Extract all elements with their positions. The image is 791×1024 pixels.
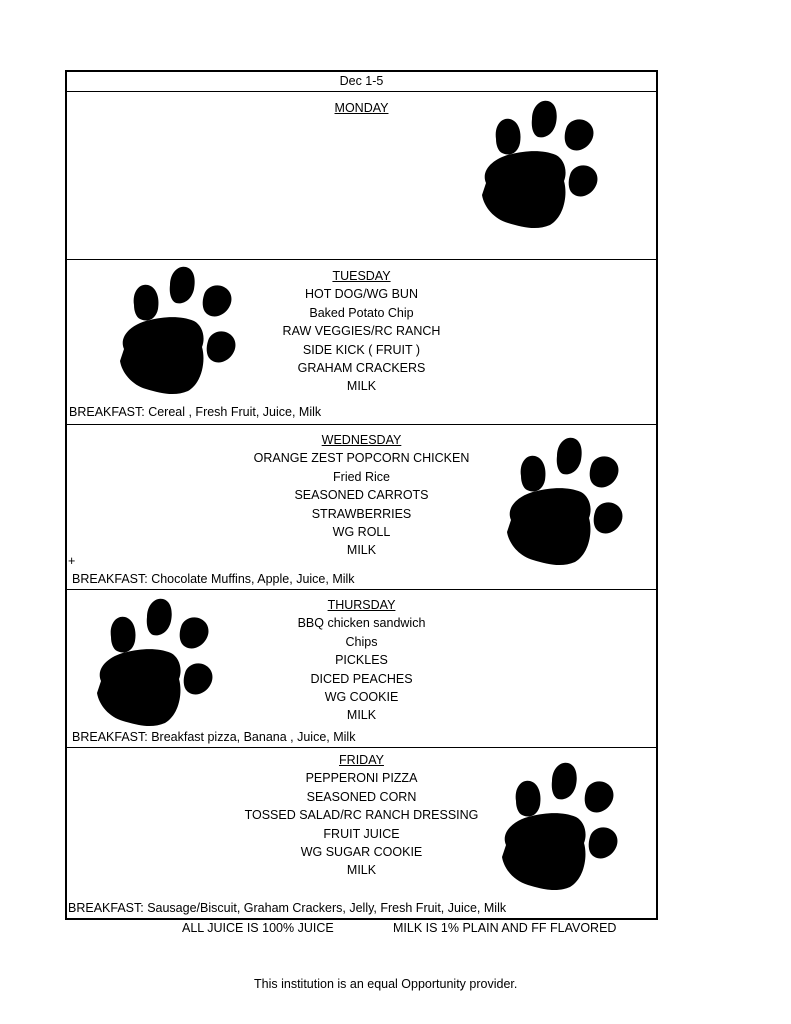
breakfast-tuesday: BREAKFAST: Cereal , Fresh Fruit, Juice, Milk	[69, 405, 322, 419]
menu-item: TOSSED SALAD/RC RANCH DRESSING	[244, 808, 479, 823]
menu-item: DICED PEACHES	[310, 671, 413, 686]
menu-item: HOT DOG/WG BUN	[305, 287, 418, 302]
menu-item: MILK	[346, 543, 377, 558]
menu-item: Baked Potato Chip	[309, 305, 414, 320]
menu-item: Chips	[345, 634, 378, 649]
paw-print-icon	[492, 761, 627, 896]
menu-item: SEASONED CARROTS	[294, 488, 429, 503]
tuesday-row	[67, 259, 656, 425]
breakfast-wednesday: BREAKFAST: Chocolate Muffins, Apple, Juice, Milk	[72, 572, 355, 586]
menu-item: WG ROLL	[332, 525, 391, 540]
day-title-tuesday: TUESDAY	[332, 269, 391, 283]
equal-opportunity-statement: This institution is an equal Opportunity provider.	[254, 977, 518, 991]
day-title-thursday: THURSDAY	[327, 598, 396, 612]
date-header-row	[67, 72, 656, 92]
menu-item: MILK	[346, 379, 377, 394]
menu-item: SIDE KICK ( FRUIT )	[302, 342, 421, 357]
milk-note: MILK IS 1% PLAIN AND FF FLAVORED	[393, 921, 617, 935]
menu-item: BBQ chicken sandwich	[297, 616, 426, 631]
day-title-monday: MONDAY	[334, 101, 389, 115]
menu-item: WG SUGAR COOKIE	[300, 845, 423, 860]
menu-item: GRAHAM CRACKERS	[297, 361, 426, 376]
monday-row	[67, 91, 656, 260]
paw-print-icon	[472, 99, 607, 234]
menu-item: SEASONED CORN	[306, 789, 417, 804]
menu-table	[65, 70, 658, 920]
menu-item: Fried Rice	[333, 469, 390, 484]
breakfast-friday: BREAKFAST: Sausage/Biscuit, Graham Crackers, Jelly, Fresh Fruit, Juice, Milk	[68, 901, 507, 915]
day-title-wednesday: WEDNESDAY	[321, 433, 402, 447]
menu-item: MILK	[346, 708, 377, 723]
menu-item: PEPPERONI PIZZA	[305, 771, 418, 786]
note-marker: +	[68, 554, 76, 568]
paw-print-icon	[497, 436, 632, 571]
menu-item: ORANGE ZEST POPCORN CHICKEN	[253, 451, 470, 466]
menu-item: STRAWBERRIES	[311, 506, 412, 521]
menu-item: RAW VEGGIES/RC RANCH	[282, 324, 441, 339]
wednesday-row	[67, 424, 656, 590]
date-range: Dec 1-5	[339, 74, 384, 88]
menu-item: FRUIT JUICE	[323, 826, 400, 841]
menu-item: MILK	[346, 863, 377, 878]
thursday-row	[67, 589, 656, 748]
breakfast-thursday: BREAKFAST: Breakfast pizza, Banana , Juice, Milk	[72, 730, 356, 744]
menu-item: WG COOKIE	[324, 690, 399, 705]
juice-note: ALL JUICE IS 100% JUICE	[182, 921, 334, 935]
friday-row	[67, 747, 656, 918]
day-title-friday: FRIDAY	[339, 753, 384, 767]
menu-item: PICKLES	[335, 653, 388, 668]
